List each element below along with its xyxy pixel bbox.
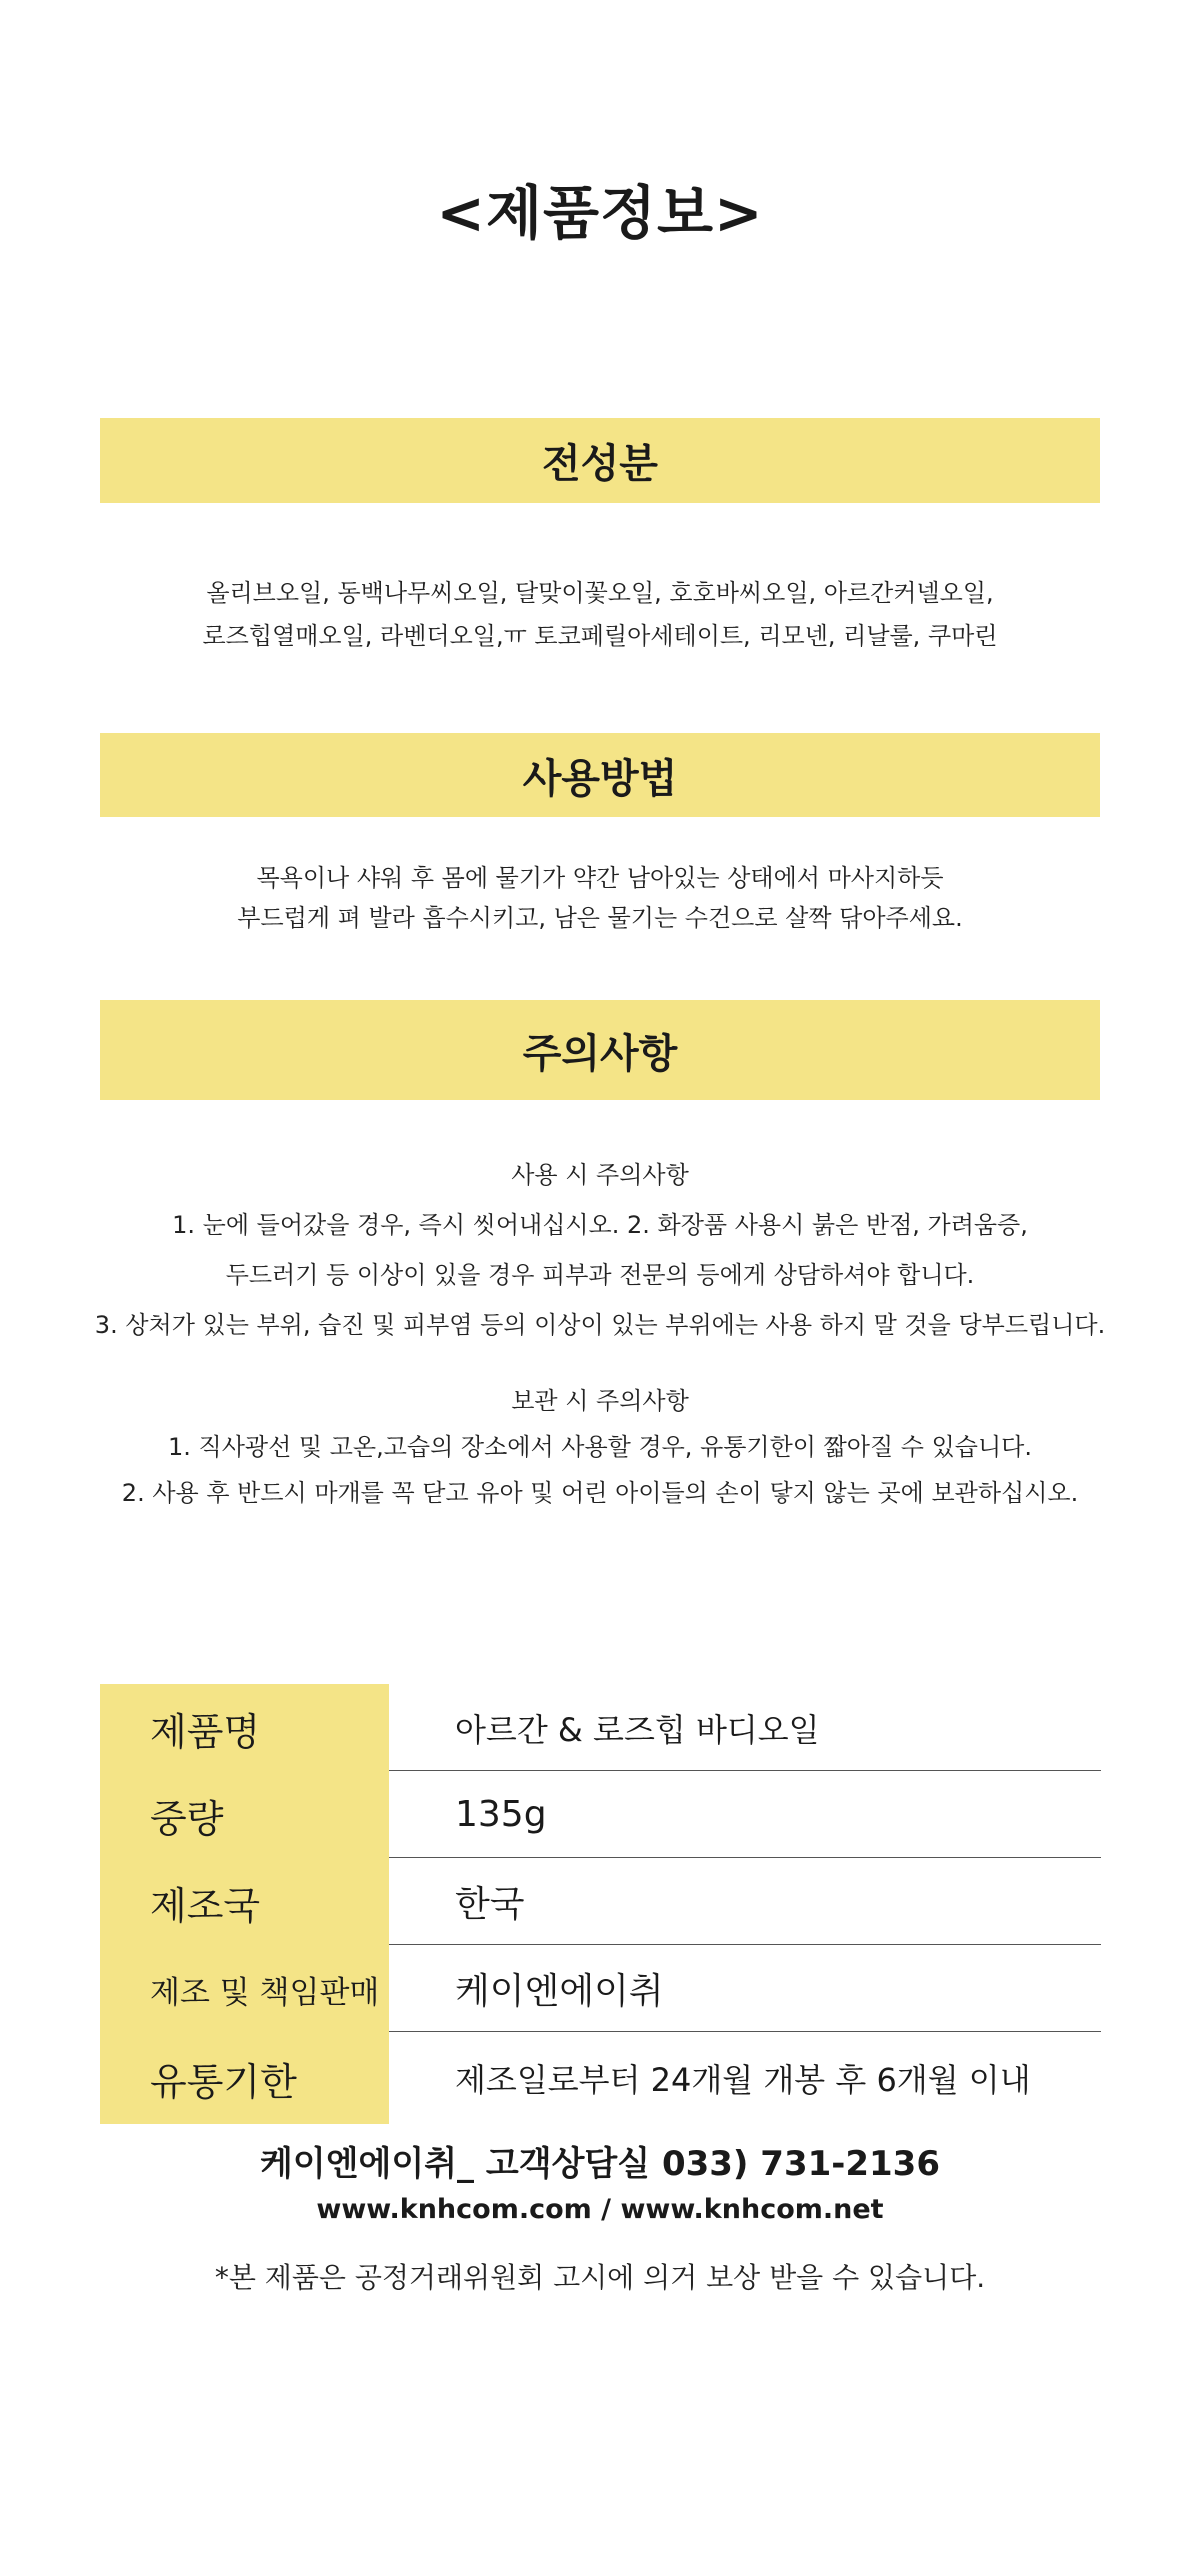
- spec-label: 제조 및 책임판매: [100, 1945, 389, 2033]
- cautions-storage-title: 보관 시 주의사항: [511, 1387, 689, 1415]
- spec-label: 중량: [100, 1771, 389, 1859]
- spec-value: 제조일로부터 24개월 개봉 후 6개월 이내: [455, 2061, 1031, 2099]
- spec-label: 제조국: [100, 1858, 389, 1946]
- spec-label: 제품명: [100, 1684, 389, 1772]
- cautions-use-line: 1. 눈에 들어갔을 경우, 즉시 씻어내십시오. 2. 화장품 사용시 붉은 반점, 가려움증,: [172, 1211, 1028, 1239]
- spec-row-country: [100, 1858, 1101, 1945]
- spec-label: 유통기한: [100, 2032, 389, 2124]
- spec-row-manufacturer: [100, 1945, 1101, 2032]
- spec-value: 아르간 & 로즈힙 바디오일: [455, 1710, 820, 1749]
- cautions-use-line: 3. 상처가 있는 부위, 습진 및 피부염 등의 이상이 있는 부위에는 사용 하지 말 것을 당부드립니다.: [94, 1311, 1106, 1339]
- spec-row-weight: [100, 1771, 1101, 1858]
- spec-row-product-name: [100, 1684, 1101, 1771]
- product-spec-table: [100, 1684, 1101, 2124]
- page-title: <제품정보>: [436, 179, 764, 247]
- cautions-use-text: [0, 1150, 1200, 1350]
- cautions-storage-line: 2. 사용 후 반드시 마개를 꼭 닫고 유아 및 어린 아이들의 손이 닿지 않는 곳에 보관하십시오.: [121, 1479, 1079, 1507]
- ingredients-heading-band: [100, 418, 1100, 503]
- cautions-storage-text: [0, 1378, 1200, 1516]
- cautions-storage-line: 1. 직사광선 및 고온,고습의 장소에서 사용할 경우, 유통기한이 짧아질 수 있습니다.: [168, 1433, 1032, 1461]
- usage-line: 목욕이나 샤워 후 몸에 물기가 약간 남아있는 상태에서 마사지하듯: [256, 864, 944, 892]
- customer-service-line: 케이엔에이취_ 고객상담실 033) 731-2136: [259, 2144, 941, 2184]
- usage-text: [0, 858, 1200, 938]
- usage-line: 부드럽게 펴 발라 흡수시키고, 남은 물기는 수건으로 살짝 닦아주세요.: [237, 904, 963, 932]
- cautions-use-line: 두드러기 등 이상이 있을 경우 피부과 전문의 등에게 상담하셔야 합니다.: [225, 1261, 975, 1289]
- cautions-heading-band: [100, 1000, 1100, 1100]
- spec-value: 케이엔에이취: [455, 1971, 664, 2012]
- website-line: www.knhcom.com / www.knhcom.net: [316, 2194, 884, 2225]
- spec-value: 한국: [455, 1884, 525, 1925]
- cautions-heading: 주의사항: [522, 1030, 678, 1077]
- cautions-use-title: 사용 시 주의사항: [511, 1161, 689, 1189]
- usage-heading: 사용방법: [522, 755, 678, 802]
- spec-value: 135g: [455, 1794, 547, 1835]
- spec-row-expiry: [100, 2032, 1101, 2124]
- ingredients-line: 로즈힙열매오일, 라벤더오일,ㅠ 토코페릴아세테이트, 리모넨, 리날룰, 쿠마린: [202, 622, 998, 650]
- ingredients-text: [0, 572, 1200, 658]
- compensation-notice: *본 제품은 공정거래위원회 고시에 의거 보상 받을 수 있습니다.: [214, 2261, 986, 2294]
- ingredients-line: 올리브오일, 동백나무씨오일, 달맞이꽃오일, 호호바씨오일, 아르간커넬오일,: [206, 579, 994, 607]
- ingredients-heading: 전성분: [542, 441, 658, 487]
- usage-heading-band: [100, 733, 1100, 817]
